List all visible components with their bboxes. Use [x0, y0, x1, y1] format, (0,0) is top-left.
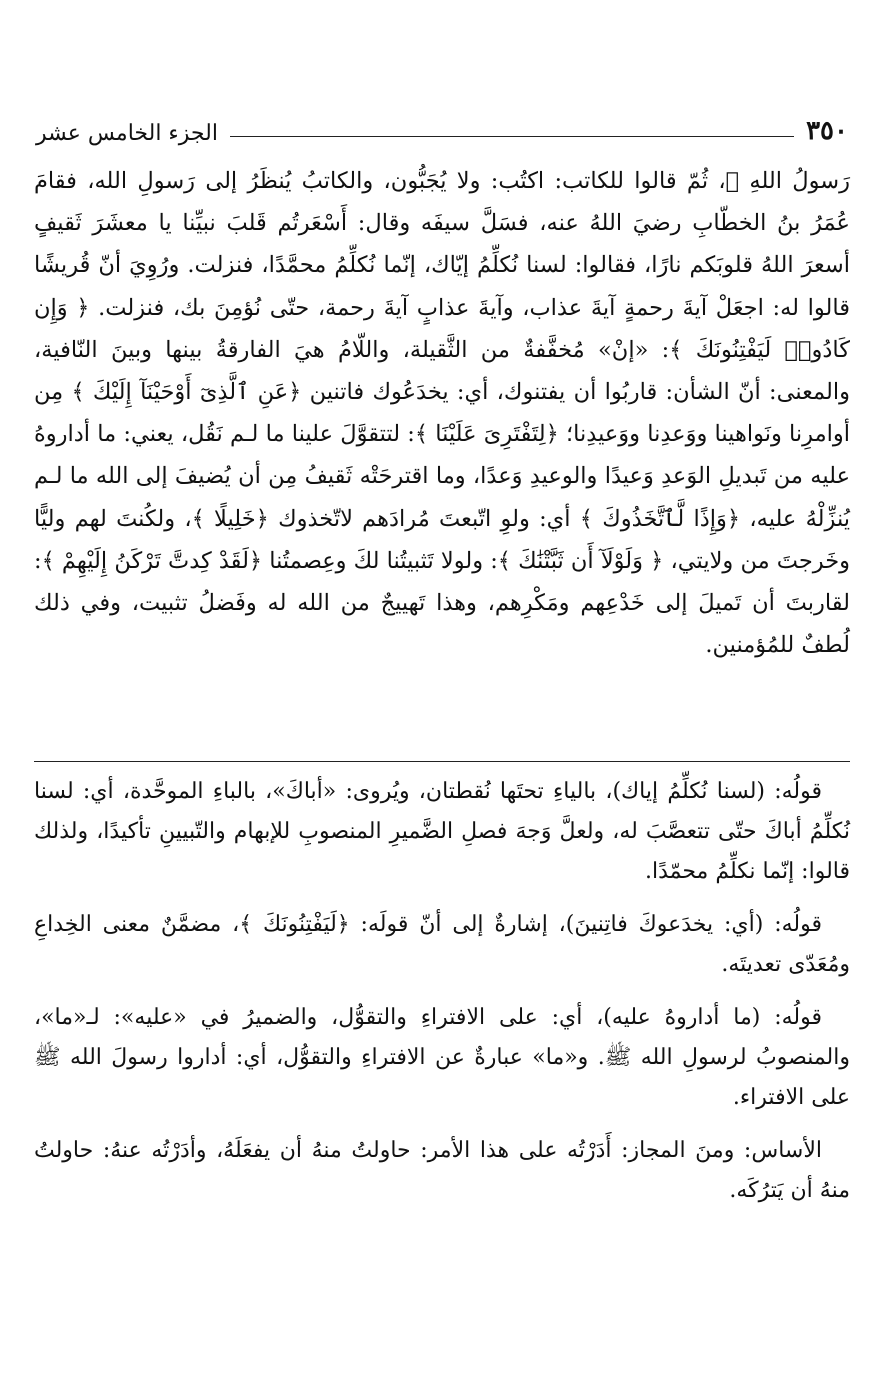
- footnote: الأساس: ومنَ المجاز: أَدَرْتُه على هذا الأمر: حاولتُ منهُ أن يفعَلَهُ، وأدَرْتُه عنهُ: حاولتُ منهُ أن يَترُكَه.: [34, 1138, 850, 1203]
- header-rule: [230, 136, 794, 137]
- footnote: قولُه: (لسنا نُكلِّمُ إياك)، بالياءِ تحتَها نُقطتان، ويُروى: «أباكَ»، بالباءِ الموحَّدة، أي: لسنا نُكلِّمُ أباكَ حتّى تتعصَّبَ له، ولعلَّ وَجهَ فصلِ الضَّميرِ المنصوبِ للإبهام والتّبيينِ تأكيدًا، ولذلك قالوا: إنّما نكلِّمُ محمّدًا.: [34, 779, 850, 884]
- footnote-divider: [34, 761, 850, 762]
- footnote: قولُه: (ما أداروهُ عليه)، أي: على الافتراءِ والتقوُّل، والضميرُ في «عليه»: لـ«ما»، والمنصوبُ لرسولِ الله ﷺ. و«ما» عبارةٌ عن الافتراءِ والتقوُّل، أي: أداروا رسولَ الله ﷺ على الافتراء.: [34, 1005, 850, 1110]
- footnote: قولُه: (أي: يخدَعوكَ فاتِنينَ)، إشارةٌ إلى أنّ قولَه: ﴿لَيَفْتِنُونَكَ ﴾، مضمَّنٌ معنى الخِداعِ ومُعَدّى تعديتَه.: [34, 912, 850, 977]
- footnotes: [34, 772, 850, 1224]
- main-paragraph: رَسولُ اللهِ ﷺ، ثُمّ قالوا للكاتب: اكتُب: ولا يُجَبُّون، والكاتبُ يُنظَرُ إلى رَسولِ الله، فقامَ عُمَرُ بنُ الخطّابِ رضيَ اللهُ عنه، فسَلَّ سيفَه وقال: أَسْعَرتُم قَلبَ نبيِّنا يا معشَرَ ثَقيفٍ أسعرَ اللهُ قلوبَكم نارًا، فقالوا: لسنا نُكلِّمُ إيّاك، إنّما نُكلِّمُ محمَّدًا، فنزلت. ورُوِيَ أنّ قُريشًا قالوا له: اجعَلْ آيةَ رحمةٍ آيةَ عذاب، وآيةَ عذابٍ آيةَ رحمة، حتّى نُؤمِنَ بك، فنزلت. ﴿ وَإِن كَادُوا۟ لَيَفْتِنُونَكَ ﴾: «إنْ» مُخفَّفةٌ من الثَّقيلة، واللّامُ هيَ الفارقةُ بينها وبينَ النّافية، والمعنى: أنّ الشأن: قاربُوا أن يفتنوك، أي: يخدَعُوك فاتنين ﴿عَنِ ٱلَّذِىٓ أَوْحَيْنَآ إِلَيْكَ ﴾ مِن أوامرِنا ونَواهينا ووَعدِنا ووَعيدِنا؛ ﴿لِتَفْتَرِىَ عَلَيْنَا ﴾: لتتقوَّلَ علينا ما لـم نَقُل، يعني: ما أداروهُ عليه من تَبديلِ الوَعدِ وَعيدًا والوعيدِ وَعدًا، وما اقترحَتْه ثَقيفُ مِن أن يُضيفَ إلى الله ما لـم يُنزِّلْهُ عليه، ﴿وَإِذًا لَّٱتَّخَذُوكَ ﴾ أي: ولوِ اتّبعتَ مُرادَهم لاتّخذوك ﴿خَلِيلًا ﴾، ولكُنتَ لهم وليًّا وخَرجتَ من ولايتي، ﴿ وَلَوْلَآ أَن ثَبَّتْنَٰكَ ﴾: ولولا تَثبيتُنا لكَ وعِصمتُنا ﴿لَقَدْ كِدتَّ تَرْكَنُ إِلَيْهِمْ ﴾: لقاربتَ أن تَميلَ إلى خَدْعِهم ومَكْرِهم، وهذا تَهييجٌ من الله له وفَضلُ تثبيت، وفي ذلك لُطفٌ للمُؤمنين.: [34, 168, 850, 659]
- page-header: [36, 106, 848, 146]
- part-title: الجزء الخامس عشر: [36, 121, 218, 146]
- page-number: ٣٥٠: [806, 116, 848, 146]
- main-text: [34, 160, 850, 666]
